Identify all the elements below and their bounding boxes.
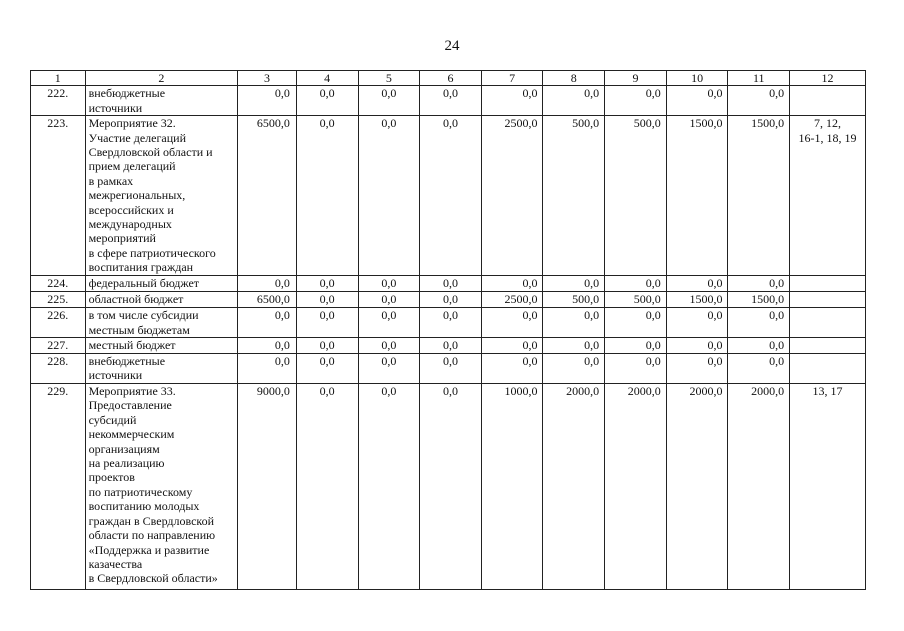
value-col-5: 0,0 <box>358 384 420 590</box>
page-number: 24 <box>444 38 460 54</box>
value-col-5: 0,0 <box>358 86 420 116</box>
value-col-9: 0,0 <box>605 276 667 292</box>
column-number-8: 8 <box>543 71 605 86</box>
column-number-1: 1 <box>31 71 86 86</box>
value-col-4: 0,0 <box>296 116 358 276</box>
value-col-9: 0,0 <box>605 308 667 338</box>
row-name: областной бюджет <box>85 292 238 308</box>
row-name: внебюджетные источники <box>85 354 238 384</box>
value-col-7: 2500,0 <box>481 116 543 276</box>
value-col-11: 0,0 <box>728 86 790 116</box>
value-col-6: 0,0 <box>420 384 482 590</box>
row-number: 223. <box>31 116 86 276</box>
value-col-3: 6500,0 <box>238 292 297 308</box>
value-col-5: 0,0 <box>358 308 420 338</box>
value-col-6: 0,0 <box>420 308 482 338</box>
value-col-6: 0,0 <box>420 116 482 276</box>
value-col-8: 500,0 <box>543 292 605 308</box>
row-number: 224. <box>31 276 86 292</box>
column-number-row <box>31 71 866 86</box>
value-col-7: 1000,0 <box>481 384 543 590</box>
table-row <box>31 354 866 384</box>
value-col-8: 0,0 <box>543 354 605 384</box>
column-number-10: 10 <box>666 71 728 86</box>
target-indicators: 13, 17 <box>790 384 866 590</box>
value-col-3: 9000,0 <box>238 384 297 590</box>
row-number: 227. <box>31 338 86 354</box>
value-col-9: 0,0 <box>605 86 667 116</box>
value-col-9: 0,0 <box>605 338 667 354</box>
value-col-5: 0,0 <box>358 276 420 292</box>
value-col-4: 0,0 <box>296 308 358 338</box>
target-indicators: 7, 12, 16-1, 18, 19 <box>790 116 866 276</box>
value-col-3: 0,0 <box>238 338 297 354</box>
value-col-11: 0,0 <box>728 308 790 338</box>
column-number-2: 2 <box>85 71 238 86</box>
value-col-11: 0,0 <box>728 338 790 354</box>
value-col-8: 0,0 <box>543 308 605 338</box>
column-number-5: 5 <box>358 71 420 86</box>
value-col-4: 0,0 <box>296 86 358 116</box>
table-row <box>31 116 866 276</box>
table-row <box>31 292 866 308</box>
value-col-11: 2000,0 <box>728 384 790 590</box>
table-row <box>31 384 866 590</box>
value-col-9: 2000,0 <box>605 384 667 590</box>
value-col-4: 0,0 <box>296 354 358 384</box>
value-col-10: 0,0 <box>666 338 728 354</box>
row-number: 229. <box>31 384 86 590</box>
target-indicators <box>790 292 866 308</box>
value-col-11: 1500,0 <box>728 116 790 276</box>
column-number-3: 3 <box>238 71 297 86</box>
column-number-9: 9 <box>605 71 667 86</box>
value-col-4: 0,0 <box>296 384 358 590</box>
row-name: Мероприятие 33. Предоставление субсидий некоммерческим организациям на реализацию проектов по патриотическому воспитанию молодых граждан в Свердловской области по направлению «Поддержка и развитие казачества в Свердловской области» <box>85 384 238 590</box>
row-name: Мероприятие 32. Участие делегаций Свердловской области и прием делегаций в рамках межрегиональных, всероссийских и международных мероприятий в сфере патриотического воспитания граждан <box>85 116 238 276</box>
value-col-3: 0,0 <box>238 86 297 116</box>
value-col-4: 0,0 <box>296 338 358 354</box>
row-name: местный бюджет <box>85 338 238 354</box>
value-col-10: 0,0 <box>666 276 728 292</box>
value-col-10: 2000,0 <box>666 384 728 590</box>
target-indicators <box>790 308 866 338</box>
value-col-10: 0,0 <box>666 354 728 384</box>
value-col-10: 0,0 <box>666 86 728 116</box>
value-col-5: 0,0 <box>358 116 420 276</box>
column-number-7: 7 <box>481 71 543 86</box>
value-col-8: 2000,0 <box>543 384 605 590</box>
value-col-7: 0,0 <box>481 86 543 116</box>
row-name: федеральный бюджет <box>85 276 238 292</box>
value-col-6: 0,0 <box>420 276 482 292</box>
row-number: 228. <box>31 354 86 384</box>
value-col-8: 0,0 <box>543 86 605 116</box>
table-row <box>31 276 866 292</box>
row-name: в том числе субсидии местным бюджетам <box>85 308 238 338</box>
row-number: 226. <box>31 308 86 338</box>
value-col-6: 0,0 <box>420 338 482 354</box>
column-number-6: 6 <box>420 71 482 86</box>
column-number-4: 4 <box>296 71 358 86</box>
value-col-9: 500,0 <box>605 116 667 276</box>
value-col-8: 0,0 <box>543 276 605 292</box>
column-number-11: 11 <box>728 71 790 86</box>
value-col-10: 1500,0 <box>666 292 728 308</box>
value-col-6: 0,0 <box>420 354 482 384</box>
table-row <box>31 338 866 354</box>
row-name: внебюджетные источники <box>85 86 238 116</box>
value-col-6: 0,0 <box>420 86 482 116</box>
value-col-11: 0,0 <box>728 354 790 384</box>
value-col-7: 0,0 <box>481 276 543 292</box>
program-table <box>30 70 866 590</box>
value-col-5: 0,0 <box>358 338 420 354</box>
value-col-3: 0,0 <box>238 276 297 292</box>
row-number: 222. <box>31 86 86 116</box>
target-indicators <box>790 338 866 354</box>
table-row <box>31 308 866 338</box>
target-indicators <box>790 276 866 292</box>
value-col-10: 1500,0 <box>666 116 728 276</box>
row-number: 225. <box>31 292 86 308</box>
table-row <box>31 86 866 116</box>
column-number-12: 12 <box>790 71 866 86</box>
value-col-3: 6500,0 <box>238 116 297 276</box>
value-col-5: 0,0 <box>358 292 420 308</box>
value-col-5: 0,0 <box>358 354 420 384</box>
value-col-7: 0,0 <box>481 308 543 338</box>
value-col-3: 0,0 <box>238 354 297 384</box>
value-col-4: 0,0 <box>296 276 358 292</box>
target-indicators <box>790 86 866 116</box>
value-col-7: 0,0 <box>481 338 543 354</box>
value-col-10: 0,0 <box>666 308 728 338</box>
value-col-9: 500,0 <box>605 292 667 308</box>
value-col-11: 1500,0 <box>728 292 790 308</box>
value-col-4: 0,0 <box>296 292 358 308</box>
value-col-8: 0,0 <box>543 338 605 354</box>
value-col-9: 0,0 <box>605 354 667 384</box>
value-col-6: 0,0 <box>420 292 482 308</box>
value-col-7: 2500,0 <box>481 292 543 308</box>
value-col-7: 0,0 <box>481 354 543 384</box>
value-col-8: 500,0 <box>543 116 605 276</box>
value-col-3: 0,0 <box>238 308 297 338</box>
target-indicators <box>790 354 866 384</box>
value-col-11: 0,0 <box>728 276 790 292</box>
